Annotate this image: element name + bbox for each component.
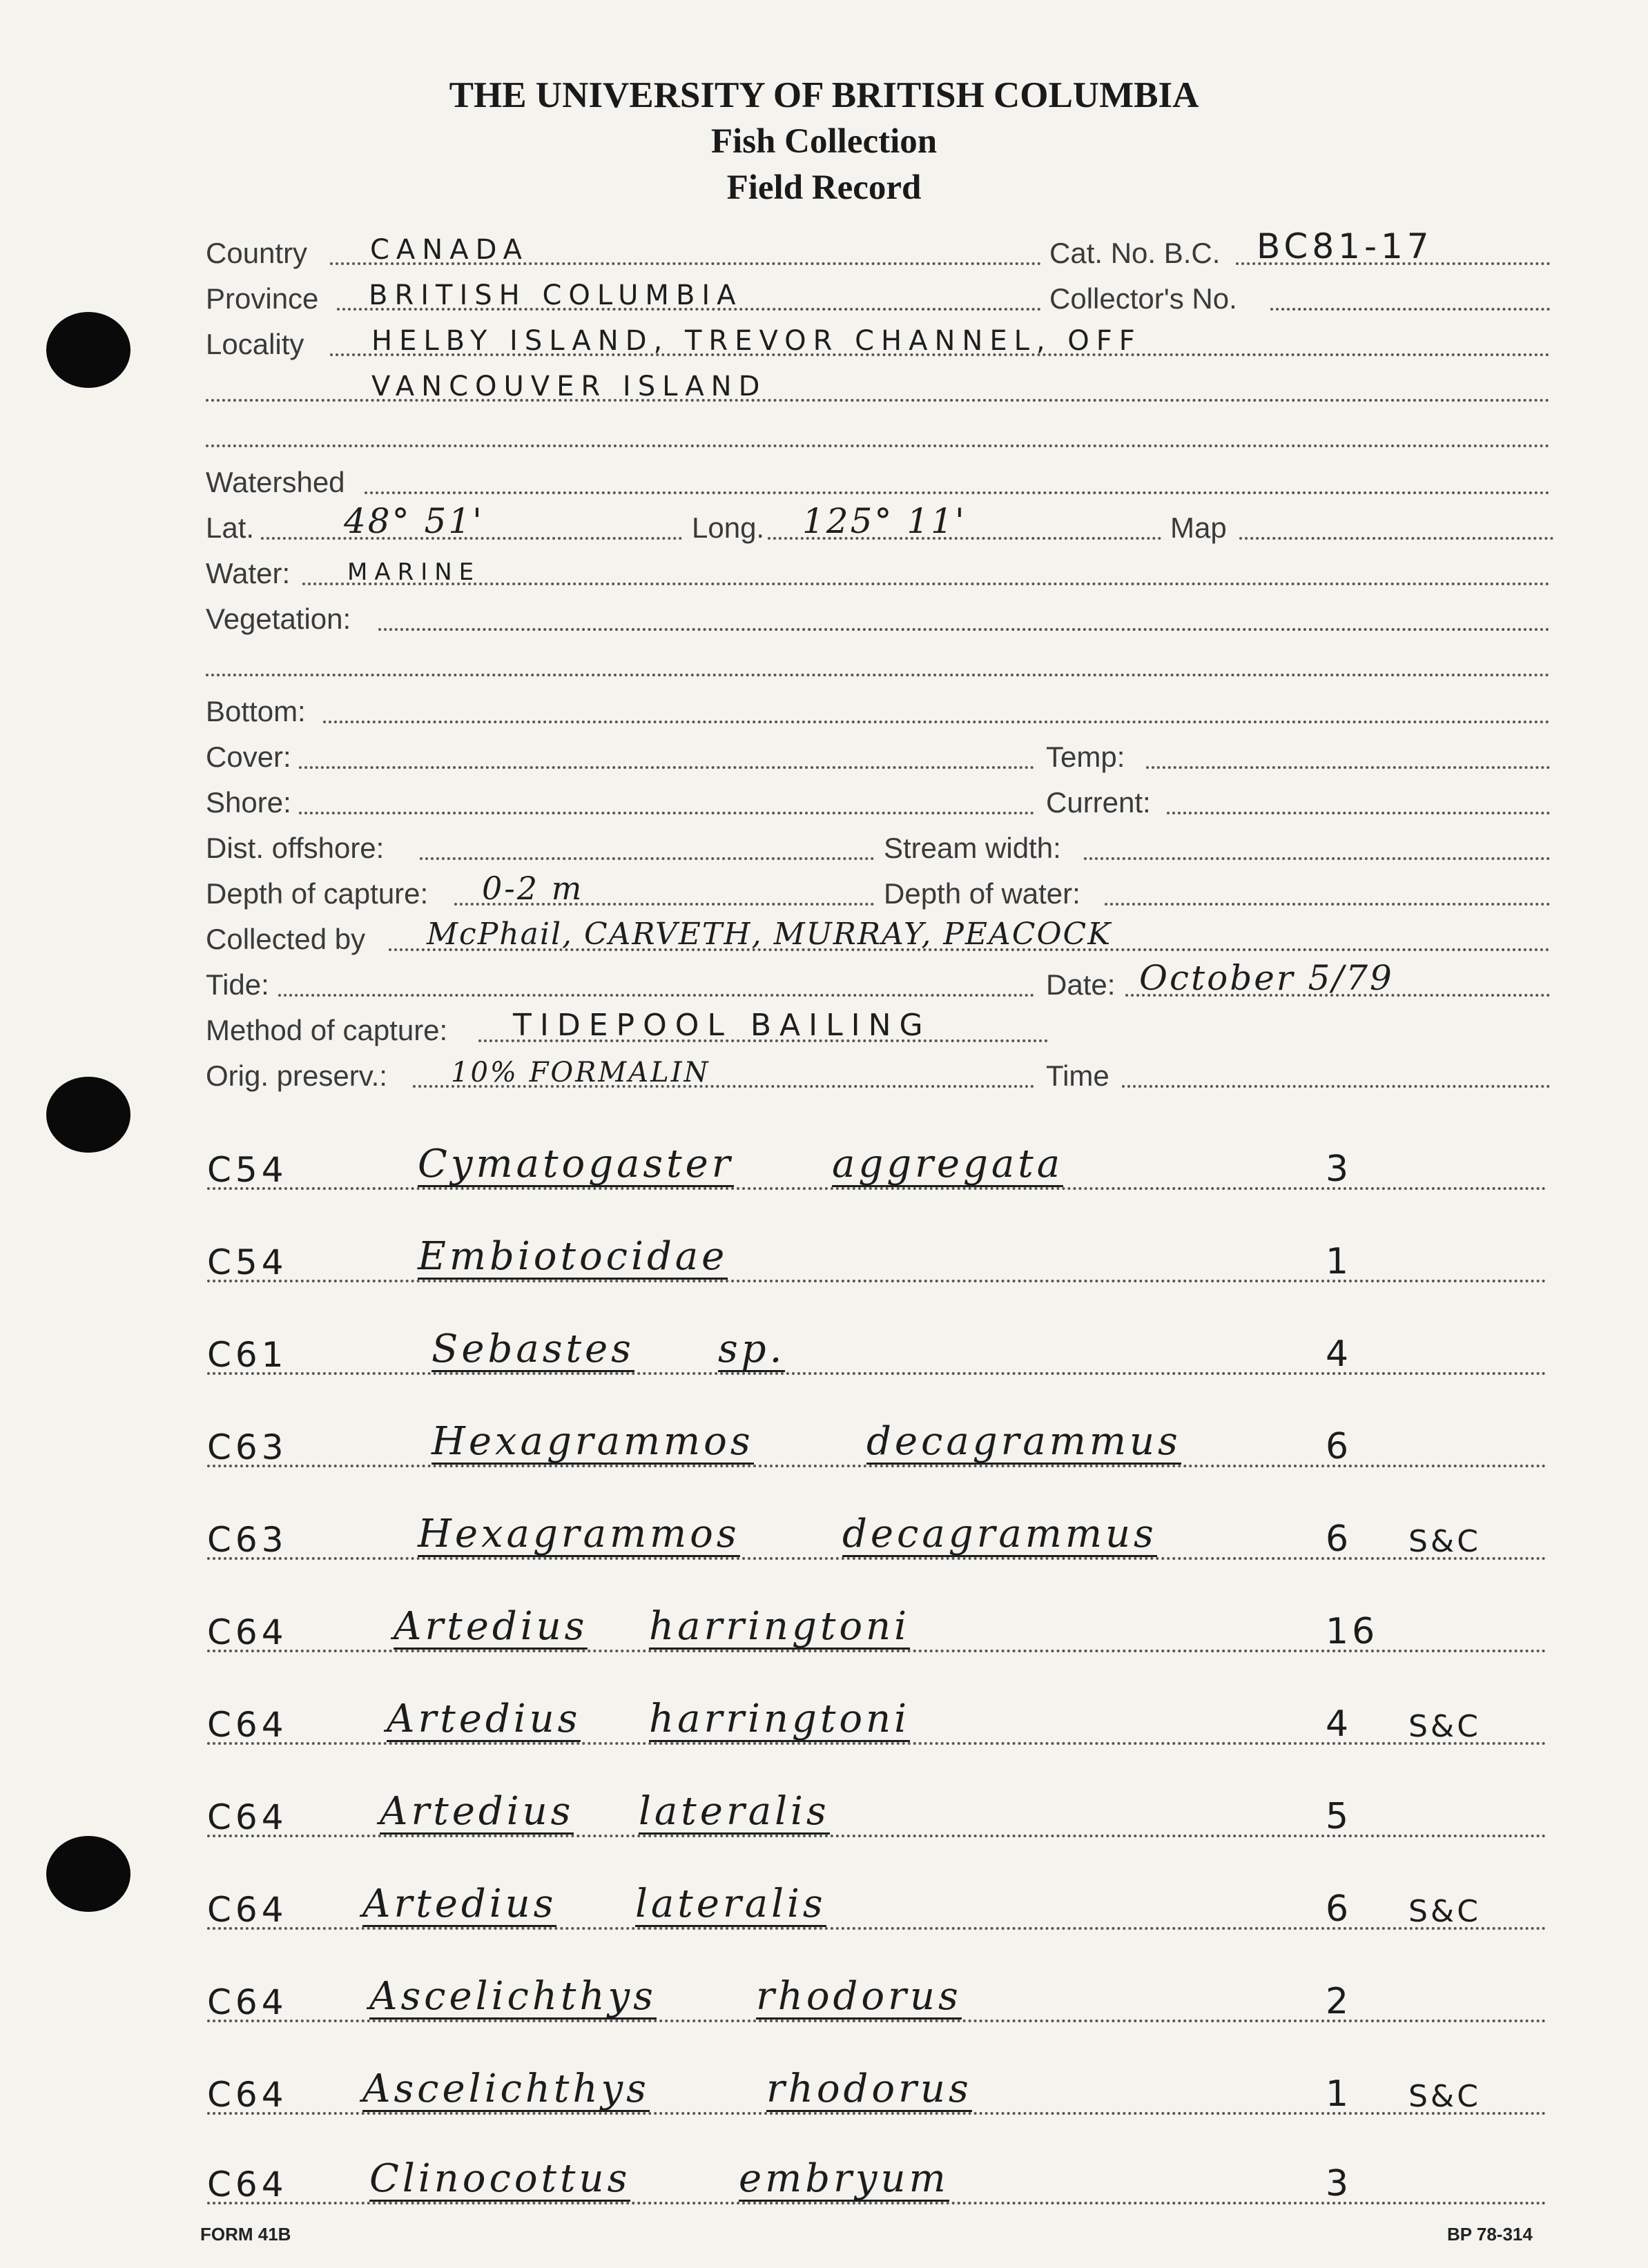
locality-value[interactable]: HELBY ISLAND, TREVOR CHANNEL, OFF [371, 325, 1142, 357]
specimen-count[interactable]: 4 [1326, 1703, 1353, 1745]
specimen-count[interactable]: 1 [1326, 2073, 1353, 2115]
lat-row [206, 501, 682, 542]
cat-no-value[interactable]: BC81-17 [1257, 226, 1433, 266]
print-code: BP 78-314 [1447, 2224, 1533, 2245]
cover-label: Cover: [206, 743, 294, 772]
collection-title: Fish Collection [710, 122, 938, 161]
specimen-species[interactable]: aggregata [832, 1142, 1064, 1186]
specimen-code[interactable]: C64 [207, 1890, 288, 1930]
current-row [1046, 776, 1550, 817]
specimen-code[interactable]: C63 [207, 1520, 288, 1560]
province-row [206, 272, 1041, 313]
punch-hole [46, 1836, 130, 1912]
time-label: Time [1046, 1062, 1112, 1091]
map-row [1170, 501, 1553, 542]
stream-width-row [884, 821, 1550, 863]
specimen-note[interactable]: S&C [1408, 1524, 1481, 1559]
specimen-code[interactable]: C54 [207, 1242, 288, 1282]
time-row [1046, 1049, 1550, 1091]
locality-row [206, 317, 1550, 359]
cat-no-row [1049, 226, 1550, 268]
specimen-genus[interactable]: Artedius [380, 1789, 574, 1834]
locality-row-2 [206, 363, 1550, 404]
country-value[interactable]: CANADA [370, 234, 530, 266]
cover-row [206, 730, 1034, 772]
specimen-genus[interactable]: Clinocottus [369, 2156, 631, 2201]
punch-hole [46, 312, 130, 388]
shore-label: Shore: [206, 788, 294, 817]
cat-no-label: Cat. No. B.C. [1049, 239, 1223, 268]
watershed-label: Watershed [206, 468, 348, 497]
long-row [692, 501, 1161, 542]
temp-row [1046, 730, 1550, 772]
collectors-no-label: Collector's No. [1049, 284, 1240, 313]
specimen-row [207, 1223, 1547, 1285]
specimen-count[interactable]: 3 [1326, 2163, 1353, 2205]
specimen-row [207, 1131, 1547, 1193]
specimen-code[interactable]: C64 [207, 1705, 288, 1745]
specimen-row [207, 2145, 1547, 2207]
vegetation-row [206, 592, 1550, 634]
form-title: Field Record [726, 168, 922, 207]
specimen-species[interactable]: lateralis [639, 1789, 830, 1834]
water-row [206, 547, 1550, 588]
watershed-row [206, 456, 1550, 497]
specimen-species[interactable]: decagrammus [866, 1419, 1181, 1464]
specimen-code[interactable]: C54 [207, 1150, 288, 1190]
lat-label: Lat. [206, 514, 257, 542]
specimen-code[interactable]: C63 [207, 1427, 288, 1467]
locality-label: Locality [206, 330, 307, 359]
date-row [1046, 958, 1550, 999]
country-label: Country [206, 239, 310, 268]
specimen-count[interactable]: 6 [1326, 1518, 1353, 1560]
depth-capture-label: Depth of capture: [206, 879, 431, 908]
specimen-row [207, 1408, 1547, 1470]
specimen-note[interactable]: S&C [1408, 2079, 1481, 2114]
specimen-species[interactable]: rhodorus [756, 1974, 962, 2019]
country-row [206, 226, 1041, 268]
specimen-code[interactable]: C64 [207, 1612, 288, 1652]
water-label: Water: [206, 559, 293, 588]
depth-capture-value[interactable]: 0-2 m [482, 870, 584, 907]
specimen-row [207, 1500, 1547, 1563]
specimen-genus[interactable]: Hexagrammos [432, 1419, 754, 1464]
specimen-row [207, 1778, 1547, 1840]
specimen-row [207, 1316, 1547, 1378]
long-value[interactable]: 125° 11' [802, 501, 967, 541]
depth-capture-row [206, 867, 874, 908]
specimen-genus[interactable]: Cymatogaster [418, 1142, 734, 1186]
method-row [206, 1004, 1048, 1045]
form-number: FORM 41B [200, 2224, 291, 2245]
specimen-species[interactable]: harringtoni [649, 1697, 911, 1741]
specimen-genus[interactable]: Artedius [394, 1604, 588, 1649]
temp-label: Temp: [1046, 743, 1127, 772]
specimen-row [207, 1685, 1547, 1748]
specimen-genus[interactable]: Artedius [387, 1697, 581, 1741]
specimen-species[interactable]: harringtoni [649, 1604, 911, 1649]
province-value[interactable]: BRITISH COLUMBIA [369, 280, 743, 311]
specimen-count[interactable]: 16 [1326, 1611, 1379, 1652]
lat-value[interactable]: 48° 51' [344, 501, 484, 541]
bottom-row [206, 685, 1550, 726]
specimen-count[interactable]: 4 [1326, 1333, 1353, 1375]
specimen-species[interactable]: rhodorus [766, 2066, 972, 2111]
date-value[interactable]: October 5/79 [1139, 958, 1394, 998]
specimen-count[interactable]: 3 [1326, 1148, 1353, 1190]
date-label: Date: [1046, 970, 1118, 999]
specimen-row [207, 1870, 1547, 1933]
shore-row [206, 776, 1034, 817]
specimen-row [207, 2055, 1547, 2118]
current-label: Current: [1046, 788, 1154, 817]
depth-water-label: Depth of water: [884, 879, 1083, 908]
map-label: Map [1170, 514, 1230, 542]
specimen-code[interactable]: C61 [207, 1335, 288, 1375]
dist-offshore-row [206, 821, 874, 863]
specimen-count[interactable]: 6 [1326, 1426, 1353, 1467]
collected-by-label: Collected by [206, 925, 368, 954]
vegetation-row-2 [206, 638, 1550, 679]
collected-by-row [206, 912, 1550, 954]
specimen-note[interactable]: S&C [1408, 1709, 1481, 1744]
specimen-species[interactable]: embryum [739, 2156, 949, 2201]
method-label: Method of capture: [206, 1016, 450, 1045]
university-title: THE UNIVERSITY OF BRITISH COLUMBIA [449, 75, 1199, 115]
specimen-genus[interactable]: Sebastes [432, 1327, 634, 1371]
tide-row [206, 958, 1034, 999]
specimen-genus[interactable]: Ascelichthys [362, 2066, 650, 2111]
specimen-row [207, 1963, 1547, 2025]
preserv-value[interactable]: 10% FORMALIN [451, 1057, 710, 1088]
specimen-row [207, 1593, 1547, 1655]
stream-width-label: Stream width: [884, 834, 1064, 863]
collected-by-value[interactable]: McPhail, CARVETH, MURRAY, PEACOCK [427, 917, 1112, 952]
preserv-row [206, 1049, 1034, 1091]
specimen-genus[interactable]: Ascelichthys [369, 1974, 657, 2019]
collectors-no-row [1049, 272, 1550, 313]
preserv-label: Orig. preserv.: [206, 1062, 390, 1091]
locality-value-2[interactable]: VANCOUVER ISLAND [371, 371, 767, 402]
specimen-code[interactable]: C64 [207, 2075, 288, 2115]
specimen-count[interactable]: 5 [1326, 1796, 1353, 1837]
depth-water-row [884, 867, 1550, 908]
specimen-count[interactable]: 6 [1326, 1888, 1353, 1930]
specimen-species[interactable]: sp. [718, 1327, 786, 1371]
specimen-genus[interactable]: Hexagrammos [418, 1512, 740, 1556]
specimen-species[interactable]: lateralis [635, 1881, 826, 1926]
locality-row-3 [206, 409, 1550, 450]
specimen-code[interactable]: C64 [207, 2164, 288, 2205]
specimen-code[interactable]: C64 [207, 1982, 288, 2022]
specimen-count[interactable]: 2 [1326, 1981, 1353, 2022]
long-label: Long. [692, 514, 767, 542]
specimen-genus[interactable]: Embiotocidae [418, 1234, 728, 1279]
bottom-label: Bottom: [206, 697, 309, 726]
specimen-genus[interactable]: Artedius [362, 1881, 557, 1926]
method-value[interactable]: TIDEPOOL BAILING [513, 1008, 931, 1043]
punch-hole [46, 1077, 130, 1153]
specimen-code[interactable]: C64 [207, 1797, 288, 1837]
vegetation-label: Vegetation: [206, 605, 353, 634]
dist-offshore-label: Dist. offshore: [206, 834, 387, 863]
specimen-count[interactable]: 1 [1326, 1241, 1353, 1282]
province-label: Province [206, 284, 321, 313]
specimen-species[interactable]: decagrammus [842, 1512, 1157, 1556]
specimen-note[interactable]: S&C [1408, 1894, 1481, 1929]
tide-label: Tide: [206, 970, 272, 999]
water-value[interactable]: MARINE [347, 558, 481, 586]
